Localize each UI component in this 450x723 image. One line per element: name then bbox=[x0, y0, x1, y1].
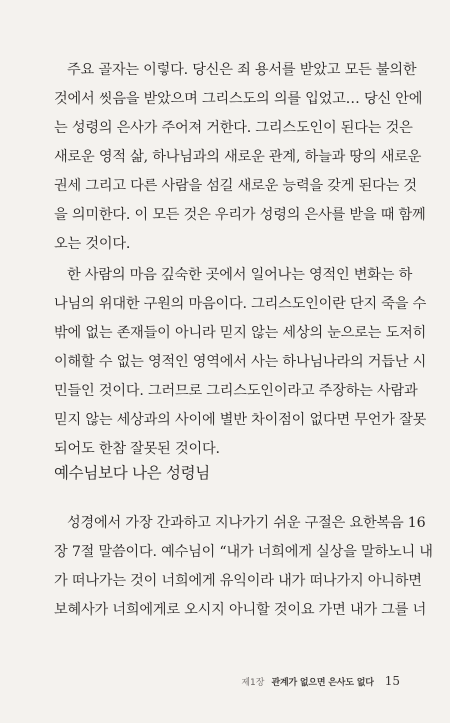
text-line: 이해할 수 없는 영적인 영역에서 사는 하나님나라의 거듭난 시 bbox=[54, 354, 427, 370]
text-line: 것에서 씻음을 받았으며 그리스도의 의를 입었고… 당신 안에 bbox=[54, 91, 423, 107]
paragraph-3 bbox=[54, 509, 433, 625]
text-line: 는 성령의 은사가 주어져 거한다. 그리스도인이 된다는 것은 bbox=[54, 120, 413, 136]
page-footer bbox=[241, 674, 400, 688]
text-line: 가 떠나가는 것이 너희에게 유익이라 내가 떠나가지 아니하면 bbox=[54, 573, 422, 589]
text-line: 보혜사가 너희에게로 오시지 아니할 것이요 가면 내가 그를 너 bbox=[54, 602, 427, 618]
running-title: 관계가 없으면 은사도 없다 bbox=[271, 678, 374, 688]
text-line: 밖에 없는 존재들이 아니라 믿지 않는 세상의 눈으로는 도저히 bbox=[54, 325, 427, 341]
text-line: 새로운 영적 삶, 하나님과의 새로운 관계, 하늘과 땅의 새로운 bbox=[54, 149, 422, 165]
text-line: 권세 그리고 다른 사람을 섬길 새로운 능력을 갖게 된다는 것 bbox=[54, 178, 417, 194]
chapter-label: 제1장 bbox=[241, 678, 265, 688]
text-line: 믿지 않는 세상과의 사이에 별반 차이점이 없다면 무언가 잘못 bbox=[54, 412, 427, 428]
text-line: 을 의미한다. 이 모든 것은 우리가 성령의 은사를 받을 때 함께 bbox=[54, 207, 426, 223]
page-number: 15 bbox=[384, 674, 400, 688]
text-line: 민들인 것이다. 그러므로 그리스도인이라고 주장하는 사람과 bbox=[54, 383, 418, 399]
text-line: 주요 골자는 이렇다. 당신은 죄 용서를 받았고 모든 불의한 bbox=[67, 62, 417, 78]
text-line: 오는 것이다. bbox=[54, 236, 131, 252]
text-line: 성경에서 가장 간과하고 지나가기 쉬운 구절은 요한복음 16 bbox=[67, 515, 426, 531]
text-line: 나님의 위대한 구원의 마음이다. 그리스도인이란 단지 죽을 수 bbox=[54, 296, 427, 312]
text-line: 한 사람의 마음 깊숙한 곳에서 일어나는 영적인 변화는 하 bbox=[67, 267, 413, 283]
section-heading: 예수님보다 나은 성령님 bbox=[54, 464, 210, 482]
paragraph-2 bbox=[54, 261, 427, 464]
text-line: 장 7절 말씀이다. 예수님이 “내가 너희에게 실상을 말하노니 내 bbox=[54, 544, 433, 560]
text-line: 되어도 한참 잘못된 것이다. bbox=[54, 441, 220, 457]
paragraph-1 bbox=[54, 56, 426, 259]
